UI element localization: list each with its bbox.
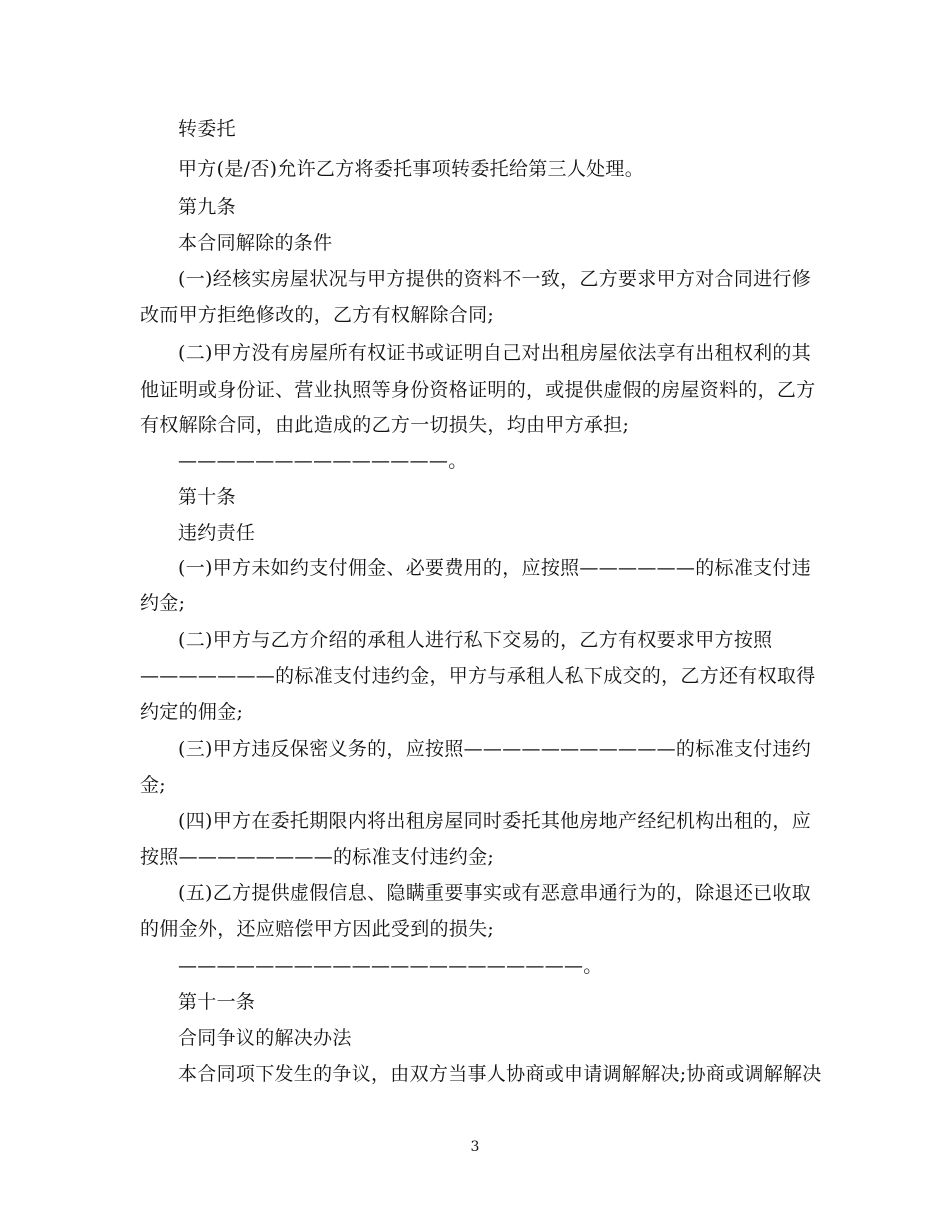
- line-27: 本合同项下发生的争议，由双方当事人协商或申请调解解决;协商或调解解决: [178, 1063, 822, 1085]
- line-25: 第十一条: [178, 991, 256, 1013]
- line-20: (四)甲方在委托期限内将出租房屋同时委托其他房地产经纪机构出租的，应: [178, 810, 812, 832]
- line-3: 第九条: [178, 196, 236, 218]
- line-14: 约金;: [140, 592, 186, 614]
- line-7: (二)甲方没有房屋所有权证书或证明自己对出租房屋依法享有出租权利的其: [178, 342, 812, 364]
- line-1: 转委托: [178, 118, 236, 140]
- line-11: 第十条: [178, 486, 236, 508]
- line-15: (二)甲方与乙方介绍的承租人进行私下交易的，乙方有权要求甲方按照: [178, 629, 773, 651]
- line-9: 有权解除合同，由此造成的乙方一切损失，均由甲方承担;: [140, 414, 630, 436]
- line-21: 按照————————的标准支付违约金;: [140, 846, 495, 868]
- line-16: ———————的标准支付违约金，甲方与承租人私下成交的，乙方还有权取得: [140, 665, 816, 687]
- line-10: ——————————————。: [178, 450, 468, 472]
- line-24: —————————————————————。: [178, 955, 603, 977]
- line-22: (五)乙方提供虚假信息、隐瞒重要事实或有恶意串通行为的，除退还已收取: [178, 882, 812, 904]
- line-6: 改而甲方拒绝修改的，乙方有权解除合同;: [140, 304, 495, 326]
- page-number: 3: [470, 1139, 480, 1155]
- line-17: 约定的佣金;: [140, 701, 244, 723]
- line-23: 的佣金外，还应赔偿甲方因此受到的损失;: [140, 918, 495, 940]
- line-5: (一)经核实房屋状况与甲方提供的资料不一致，乙方要求甲方对合同进行修: [178, 268, 812, 290]
- line-18: (三)甲方违反保密义务的，应按照———————————的标准支付违约: [178, 738, 812, 760]
- line-26: 合同争议的解决办法: [178, 1027, 352, 1049]
- line-2: 甲方(是/否)允许乙方将委托事项转委托给第三人处理。: [178, 158, 645, 180]
- line-13: (一)甲方未如约支付佣金、必要费用的，应按照——————的标准支付违: [178, 557, 812, 579]
- line-12: 违约责任: [178, 522, 256, 544]
- line-4: 本合同解除的条件: [178, 232, 333, 254]
- line-8: 他证明或身份证、营业执照等身份资格证明的，或提供虚假的房屋资料的，乙方: [140, 379, 816, 401]
- line-19: 金;: [140, 774, 167, 796]
